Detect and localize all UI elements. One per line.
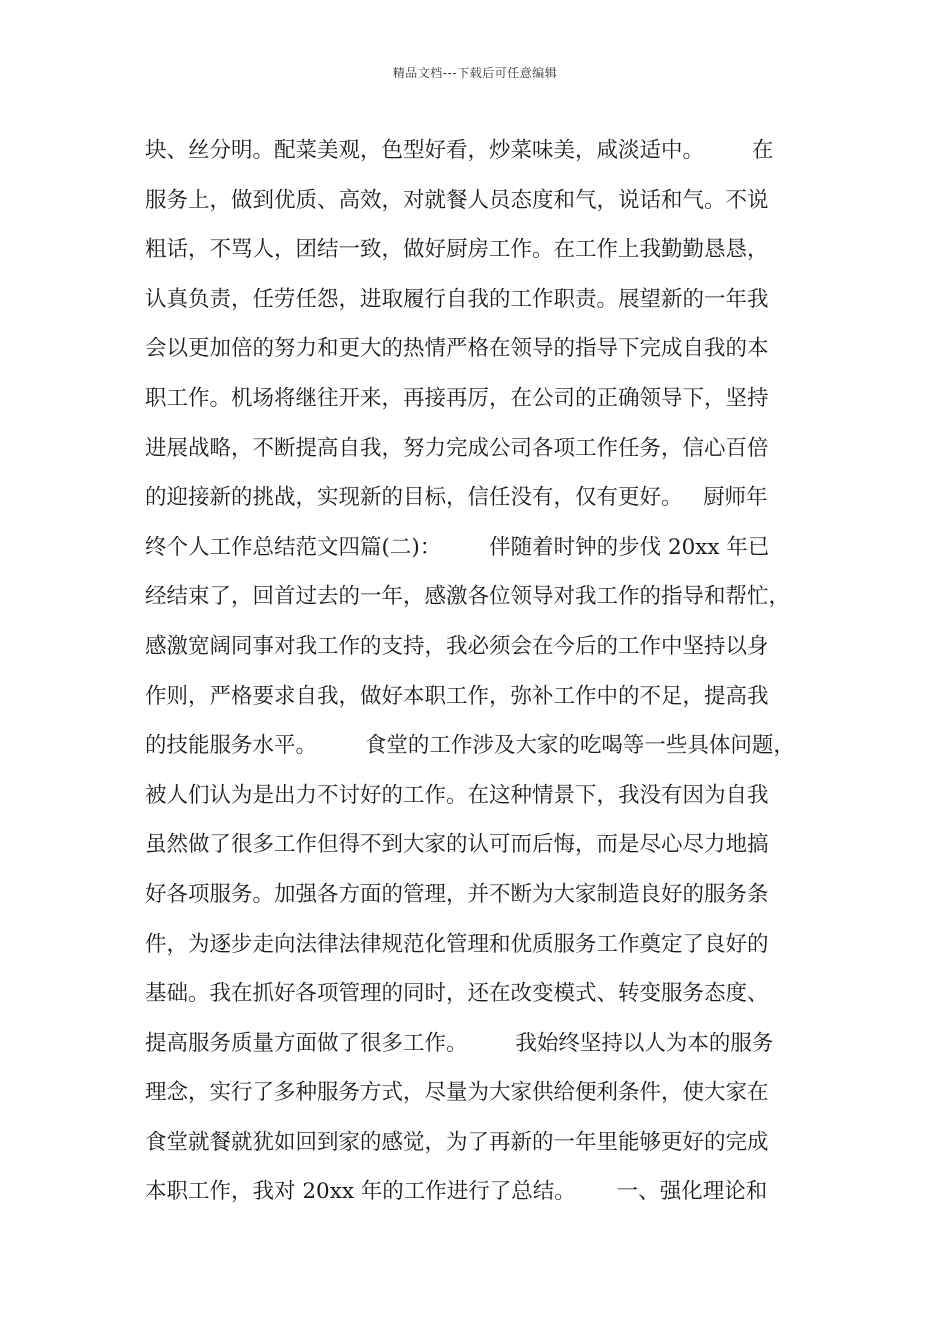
text-line: 职工作。机场将继往开来，再接再厉，在公司的正确领导下，坚持 [145,385,769,411]
text-line: 基础。我在抓好各项管理的同时，还在改变模式、转变服务态度、 [145,981,769,1007]
text-line: 本职工作，我对 20xx 年的工作进行了总结。 一、强化理论和 [145,1179,768,1205]
text-line: 提高服务质量方面做了很多工作。 我始终坚持以人为本的服务 [145,1030,774,1056]
text-line: 感激宽阔同事对我工作的支持，我必须会在今后的工作中坚持以身 [145,633,769,659]
text-line: 粗话，不骂人，团结一致，做好厨房工作。在工作上我勤勤恳恳， [145,237,769,263]
text-line: 的迎接新的挑战，实现新的目标，信任没有，仅有更好。 厨师年 [145,485,768,511]
text-line: 认真负责，任劳任怨，进取履行自我的工作职责。展望新的一年我 [145,286,769,312]
text-line: 进展战略，不断提高自我，努力完成公司各项工作任务，信心百倍 [145,435,769,461]
text-line: 终个人工作总结范文四篇(二)： 伴随着时钟的步伐 20xx 年已 [145,534,770,560]
text-line: 的技能服务水平。 食堂的工作涉及大家的吃喝等一些具体问题， [145,733,795,759]
text-line: 被人们认为是出力不讨好的工作。在这种情景下，我没有因为自我 [145,782,769,808]
text-line: 会以更加倍的努力和更大的热情严格在领导的指导下完成自我的本 [145,336,769,362]
text-line: 服务上，做到优质、高效，对就餐人员态度和气，说话和气。不说 [145,187,769,213]
text-line: 好各项服务。加强各方面的管理，并不断为大家制造良好的服务条 [145,881,769,907]
page-header: 精品文档---下载后可任意编辑 [392,66,558,80]
text-line: 经结束了，回首过去的一年，感激各位领导对我工作的指导和帮忙， [145,584,791,610]
text-line: 作则，严格要求自我，做好本职工作，弥补工作中的不足，提高我 [145,683,769,709]
text-line: 件，为逐步走向法律法律规范化管理和优质服务工作奠定了良好的 [145,931,769,957]
text-line: 块、丝分明。配菜美观，色型好看，炒菜味美，咸淡适中。 在 [145,138,774,163]
document-body [145,126,825,1217]
text-line: 虽然做了很多工作但得不到大家的认可而后悔，而是尽心尽力地搞 [145,832,769,858]
text-line: 理念，实行了多种服务方式，尽量为大家供给便利条件，使大家在 [145,1080,769,1106]
text-line: 食堂就餐就犹如回到家的感觉，为了再新的一年里能够更好的完成 [145,1129,769,1155]
